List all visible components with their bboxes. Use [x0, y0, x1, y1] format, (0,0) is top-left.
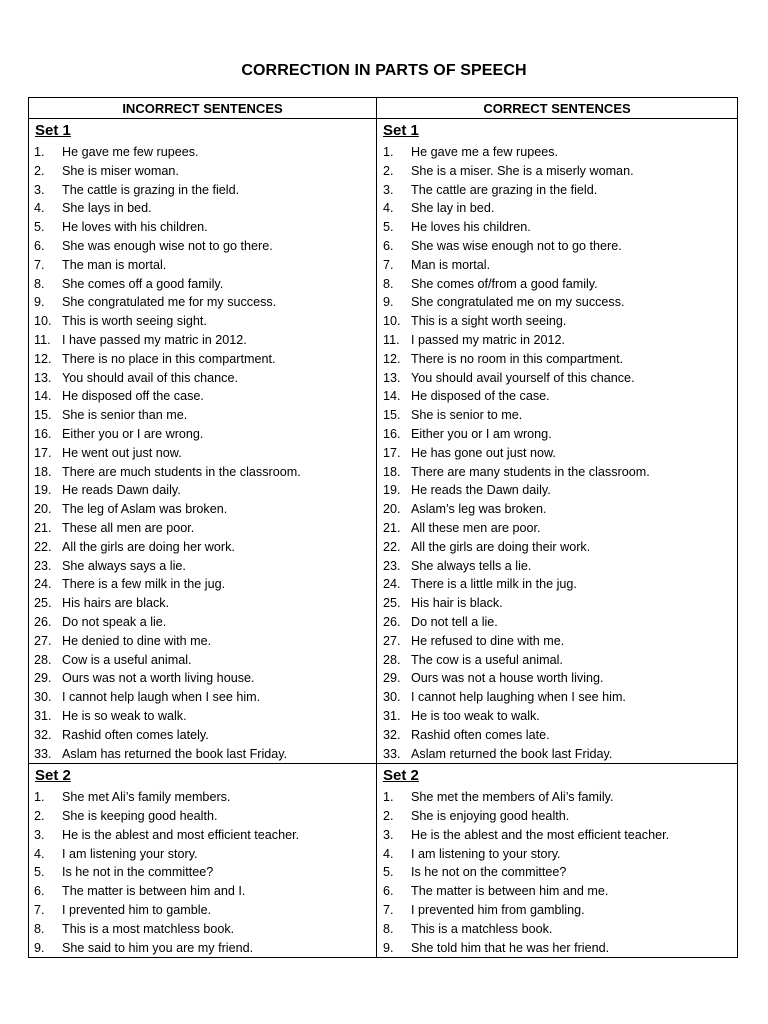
- sentence-text: This is worth seeing sight.: [62, 314, 207, 329]
- list-item: [29, 745, 376, 764]
- set2-correct-cell: [377, 764, 738, 958]
- sentence-text: He gave me few rupees.: [62, 145, 199, 159]
- item-number: 17.: [34, 445, 52, 460]
- sentence-text: He reads the Dawn daily.: [411, 483, 551, 498]
- set1-correct-cell: [377, 119, 738, 764]
- sentence-text: He is so weak to walk.: [62, 708, 187, 723]
- set1-incorrect-list: [29, 143, 376, 763]
- sentence-text: Either you or I am wrong.: [411, 426, 552, 441]
- sentence-text: He gave me a few rupees.: [411, 145, 559, 159]
- sentence-text: She congratulated me for my success.: [62, 295, 277, 310]
- set2-correct-list: [377, 788, 737, 957]
- list-item: [377, 863, 737, 882]
- list-item: [377, 901, 737, 920]
- list-item: [29, 275, 376, 294]
- item-number: 3.: [383, 827, 394, 842]
- sentence-text: His hair is black.: [411, 596, 503, 611]
- item-number: 4.: [383, 846, 394, 861]
- sentence-text: There is a few milk in the jug.: [62, 577, 226, 592]
- item-number: 30.: [34, 690, 52, 705]
- item-number: 17.: [383, 445, 401, 460]
- sentence-text: He disposed of the case.: [411, 389, 550, 404]
- list-item: [377, 557, 737, 576]
- item-number: 11.: [383, 332, 400, 347]
- list-item: [29, 181, 376, 200]
- sentence-text: I cannot help laughing when I see him.: [411, 690, 626, 705]
- item-number: 5.: [34, 220, 45, 235]
- item-number: 31.: [34, 708, 52, 723]
- item-number: 26.: [34, 614, 52, 629]
- item-number: 9.: [34, 295, 45, 310]
- sentence-text: He is too weak to walk.: [411, 708, 540, 723]
- sentence-text: The leg of Aslam was broken.: [62, 502, 228, 517]
- item-number: 6.: [383, 238, 394, 253]
- sentence-text: He is the ablest and the most efficient teacher.: [411, 827, 670, 842]
- sentence-text: Rashid often comes late.: [411, 727, 550, 742]
- corrections-table: [28, 97, 738, 958]
- sentence-text: There are much students in the classroom.: [62, 464, 301, 479]
- sentence-text: You should avail of this chance.: [62, 370, 238, 385]
- sentence-text: She is a miser. She is a miserly woman.: [411, 163, 634, 178]
- sentence-text: She is miser woman.: [62, 163, 179, 178]
- sentence-text: He reads Dawn daily.: [62, 483, 181, 498]
- list-item: [29, 726, 376, 745]
- list-item: [377, 444, 737, 463]
- item-number: 5.: [383, 220, 394, 235]
- set2-heading-correct: Set 2: [383, 767, 419, 785]
- item-number: 25.: [383, 596, 401, 611]
- sentence-text: Is he not in the committee?: [62, 865, 214, 880]
- list-item: [29, 331, 376, 350]
- set2-row: [29, 764, 738, 958]
- list-item: [29, 788, 376, 807]
- list-item: [377, 463, 737, 482]
- sentence-text: She lay in bed.: [411, 201, 495, 216]
- item-number: 31.: [383, 708, 401, 723]
- item-number: 20.: [383, 502, 401, 517]
- item-number: 21.: [34, 520, 52, 535]
- list-item: [29, 387, 376, 406]
- sentence-text: He denied to dine with me.: [62, 633, 212, 648]
- list-item: [29, 920, 376, 939]
- list-item: [29, 463, 376, 482]
- list-item: [29, 406, 376, 425]
- sentence-text: Ours was not a house worth living.: [411, 671, 604, 686]
- list-item: [377, 594, 737, 613]
- list-item: [377, 275, 737, 294]
- sentence-text: Man is mortal.: [411, 257, 491, 272]
- sentence-text: Aslam’s leg was broken.: [411, 502, 547, 517]
- item-number: 19.: [383, 483, 401, 498]
- item-number: 10.: [34, 314, 52, 329]
- item-number: 27.: [34, 633, 52, 648]
- list-item: [29, 256, 376, 275]
- list-item: [29, 594, 376, 613]
- sentence-text: She told him that he was her friend.: [411, 940, 610, 955]
- sentence-text: She congratulated me on my success.: [411, 295, 625, 310]
- list-item: [377, 788, 737, 807]
- list-item: [377, 406, 737, 425]
- sentence-text: She was enough wise not to go there.: [62, 238, 273, 253]
- list-item: [377, 632, 737, 651]
- list-item: [377, 481, 737, 500]
- list-item: [377, 807, 737, 826]
- list-item: [377, 575, 737, 594]
- page-title: CORRECTION IN PARTS OF SPEECH: [241, 62, 527, 79]
- list-item: [377, 613, 737, 632]
- list-item: [29, 669, 376, 688]
- list-item: [377, 745, 737, 764]
- item-number: 28.: [34, 652, 52, 667]
- item-number: 13.: [34, 370, 52, 385]
- item-number: 8.: [383, 921, 394, 936]
- sentence-text: Aslam has returned the book last Friday.: [62, 746, 288, 761]
- item-number: 20.: [34, 502, 52, 517]
- sentence-text: She always tells a lie.: [411, 558, 532, 573]
- sentence-text: The matter is between him and I.: [62, 884, 246, 899]
- sentence-text: Rashid often comes lately.: [62, 727, 209, 742]
- list-item: [29, 632, 376, 651]
- sentence-text: There is no room in this compartment.: [411, 351, 624, 366]
- sentence-text: Do not tell a lie.: [411, 614, 498, 629]
- item-number: 14.: [383, 389, 401, 404]
- list-item: [29, 237, 376, 256]
- item-number: 27.: [383, 633, 401, 648]
- incorrect-column-header: INCORRECT SENTENCES: [29, 98, 377, 119]
- list-item: [29, 500, 376, 519]
- list-item: [377, 256, 737, 275]
- item-number: 16.: [383, 426, 401, 441]
- item-number: 9.: [383, 940, 394, 955]
- set2-heading-incorrect: Set 2: [35, 767, 71, 785]
- sentence-text: I am listening to your story.: [411, 846, 561, 861]
- sentence-text: There is no place in this compartment.: [62, 351, 276, 366]
- item-number: 24.: [34, 577, 52, 592]
- list-item: [377, 181, 737, 200]
- item-number: 1.: [34, 790, 45, 805]
- list-item: [377, 162, 737, 181]
- sentence-text: There is a little milk in the jug.: [411, 577, 577, 592]
- sentence-text: I am listening your story.: [62, 846, 198, 861]
- list-item: [29, 613, 376, 632]
- item-number: 7.: [383, 257, 394, 272]
- item-number: 4.: [34, 846, 45, 861]
- item-number: 23.: [34, 558, 52, 573]
- item-number: 4.: [383, 201, 394, 216]
- sentence-text: He is the ablest and most efficient teacher.: [62, 827, 300, 842]
- item-number: 9.: [383, 295, 394, 310]
- item-number: 28.: [383, 652, 401, 667]
- item-number: 8.: [34, 921, 45, 936]
- sentence-text: She is keeping good health.: [62, 809, 218, 824]
- list-item: [29, 481, 376, 500]
- list-item: [29, 218, 376, 237]
- list-item: [29, 651, 376, 670]
- sentence-text: All these men are poor.: [411, 520, 541, 535]
- sentence-text: He went out just now.: [62, 445, 182, 460]
- list-item: [29, 939, 376, 958]
- list-item: [29, 519, 376, 538]
- item-number: 22.: [34, 539, 52, 554]
- item-number: 29.: [383, 671, 401, 686]
- list-item: [377, 312, 737, 331]
- list-item: [377, 369, 737, 388]
- sentence-text: She is enjoying good health.: [411, 809, 570, 824]
- item-number: 15.: [34, 408, 52, 423]
- list-item: [377, 519, 737, 538]
- set1-incorrect-cell: [29, 119, 377, 764]
- list-item: [377, 293, 737, 312]
- list-item: [29, 350, 376, 369]
- list-item: [29, 845, 376, 864]
- sentence-text: His hairs are black.: [62, 596, 170, 611]
- sentence-text: These all men are poor.: [62, 520, 195, 535]
- list-item: [377, 237, 737, 256]
- set1-correct-list: [377, 143, 737, 763]
- sentence-text: Either you or I are wrong.: [62, 426, 204, 441]
- item-number: 32.: [383, 727, 401, 742]
- item-number: 10.: [383, 314, 401, 329]
- sentence-text: She met the members of Ali’s family.: [411, 790, 614, 805]
- sentence-text: I cannot help laugh when I see him.: [62, 690, 261, 705]
- sentence-text: This is a matchless book.: [411, 921, 553, 936]
- list-item: [29, 538, 376, 557]
- item-number: 14.: [34, 389, 52, 404]
- list-item: [377, 939, 737, 958]
- list-item: [377, 882, 737, 901]
- sentence-text: He refused to dine with me.: [411, 633, 565, 648]
- sentence-text: She always says a lie.: [62, 558, 186, 573]
- sentence-text: The matter is between him and me.: [411, 884, 609, 899]
- sentence-text: She said to him you are my friend.: [62, 940, 254, 955]
- list-item: [377, 143, 737, 162]
- item-number: 6.: [34, 884, 45, 899]
- list-item: [29, 826, 376, 845]
- table-header-row: [29, 98, 738, 119]
- list-item: [377, 707, 737, 726]
- sentence-text: She is senior to me.: [411, 408, 523, 423]
- item-number: 1.: [383, 145, 394, 159]
- sentence-text: The cattle are grazing in the field.: [411, 182, 598, 197]
- item-number: 30.: [383, 690, 401, 705]
- item-number: 6.: [383, 884, 394, 899]
- item-number: 16.: [34, 426, 52, 441]
- sentence-text: Ours was not a worth living house.: [62, 671, 255, 686]
- item-number: 2.: [34, 163, 45, 178]
- sentence-text: She lays in bed.: [62, 201, 152, 216]
- set2-incorrect-cell: [29, 764, 377, 958]
- item-number: 22.: [383, 539, 401, 554]
- item-number: 11.: [34, 332, 51, 347]
- sentence-text: She met Ali’s family members.: [62, 790, 231, 805]
- list-item: [29, 312, 376, 331]
- item-number: 3.: [34, 182, 45, 197]
- set1-row: [29, 119, 738, 764]
- list-item: [29, 688, 376, 707]
- item-number: 12.: [383, 351, 401, 366]
- list-item: [377, 538, 737, 557]
- item-number: 4.: [34, 201, 45, 216]
- list-item: [377, 218, 737, 237]
- item-number: 2.: [34, 809, 45, 824]
- set1-heading-correct: Set 1: [383, 122, 419, 139]
- item-number: 33.: [383, 746, 401, 761]
- list-item: [377, 350, 737, 369]
- sentence-text: Do not speak a lie.: [62, 614, 167, 629]
- sentence-text: The cattle is grazing in the field.: [62, 182, 240, 197]
- list-item: [377, 199, 737, 218]
- item-number: 5.: [34, 865, 45, 880]
- item-number: 3.: [383, 182, 394, 197]
- correct-column-header: CORRECT SENTENCES: [377, 98, 738, 119]
- list-item: [377, 826, 737, 845]
- list-item: [29, 293, 376, 312]
- sentence-text: The cow is a useful animal.: [411, 652, 563, 667]
- item-number: 18.: [383, 464, 401, 479]
- list-item: [377, 688, 737, 707]
- item-number: 5.: [383, 865, 394, 880]
- item-number: 29.: [34, 671, 52, 686]
- item-number: 33.: [34, 746, 52, 761]
- list-item: [377, 726, 737, 745]
- sentence-text: Is he not on the committee?: [411, 865, 567, 880]
- sentence-text: She comes of/from a good family.: [411, 276, 598, 291]
- sentence-text: He loves with his children.: [62, 220, 208, 235]
- sentence-text: Cow is a useful animal.: [62, 652, 192, 667]
- sentence-text: She is senior than me.: [62, 408, 188, 423]
- item-number: 7.: [383, 903, 394, 918]
- list-item: [29, 557, 376, 576]
- item-number: 2.: [383, 809, 394, 824]
- item-number: 25.: [34, 596, 52, 611]
- list-item: [377, 651, 737, 670]
- list-item: [29, 575, 376, 594]
- list-item: [29, 162, 376, 181]
- list-item: [377, 920, 737, 939]
- item-number: 13.: [383, 370, 401, 385]
- list-item: [29, 199, 376, 218]
- list-item: [29, 707, 376, 726]
- item-number: 6.: [34, 238, 45, 253]
- item-number: 18.: [34, 464, 52, 479]
- item-number: 7.: [34, 257, 45, 272]
- list-item: [29, 807, 376, 826]
- item-number: 1.: [383, 790, 394, 805]
- sentence-text: I prevented him from gambling.: [411, 903, 585, 918]
- item-number: 23.: [383, 558, 401, 573]
- item-number: 21.: [383, 520, 401, 535]
- list-item: [377, 500, 737, 519]
- list-item: [377, 425, 737, 444]
- item-number: 12.: [34, 351, 52, 366]
- item-number: 8.: [383, 276, 394, 291]
- sentence-text: This is a most matchless book.: [62, 921, 235, 936]
- sentence-text: I prevented him to gamble.: [62, 903, 212, 918]
- list-item: [377, 387, 737, 406]
- list-item: [29, 444, 376, 463]
- item-number: 2.: [383, 163, 394, 178]
- sentence-text: He loves his children.: [411, 220, 531, 235]
- item-number: 1.: [34, 145, 45, 159]
- set2-incorrect-list: [29, 788, 376, 957]
- item-number: 3.: [34, 827, 45, 842]
- sentence-text: The man is mortal.: [62, 257, 167, 272]
- list-item: [29, 369, 376, 388]
- sentence-text: Aslam returned the book last Friday.: [411, 746, 613, 761]
- item-number: 32.: [34, 727, 52, 742]
- sentence-text: I passed my matric in 2012.: [411, 332, 565, 347]
- sentence-text: He has gone out just now.: [411, 445, 556, 460]
- sentence-text: All the girls are doing their work.: [411, 539, 591, 554]
- sentence-text: He disposed off the case.: [62, 389, 204, 404]
- item-number: 26.: [383, 614, 401, 629]
- item-number: 24.: [383, 577, 401, 592]
- sentence-text: All the girls are doing her work.: [62, 539, 235, 554]
- list-item: [29, 901, 376, 920]
- sentence-text: She comes off a good family.: [62, 276, 224, 291]
- item-number: 9.: [34, 940, 45, 955]
- item-number: 8.: [34, 276, 45, 291]
- sentence-text: She was wise enough not to go there.: [411, 238, 622, 253]
- list-item: [377, 331, 737, 350]
- list-item: [29, 882, 376, 901]
- sentence-text: There are many students in the classroom.: [411, 464, 650, 479]
- item-number: 15.: [383, 408, 401, 423]
- list-item: [29, 143, 376, 162]
- list-item: [377, 845, 737, 864]
- list-item: [29, 863, 376, 882]
- list-item: [29, 425, 376, 444]
- item-number: 19.: [34, 483, 52, 498]
- sentence-text: I have passed my matric in 2012.: [62, 332, 247, 347]
- set1-heading-incorrect: Set 1: [35, 122, 71, 139]
- item-number: 7.: [34, 903, 45, 918]
- sentence-text: You should avail yourself of this chance.: [411, 370, 635, 385]
- list-item: [377, 669, 737, 688]
- sentence-text: This is a sight worth seeing.: [411, 314, 567, 329]
